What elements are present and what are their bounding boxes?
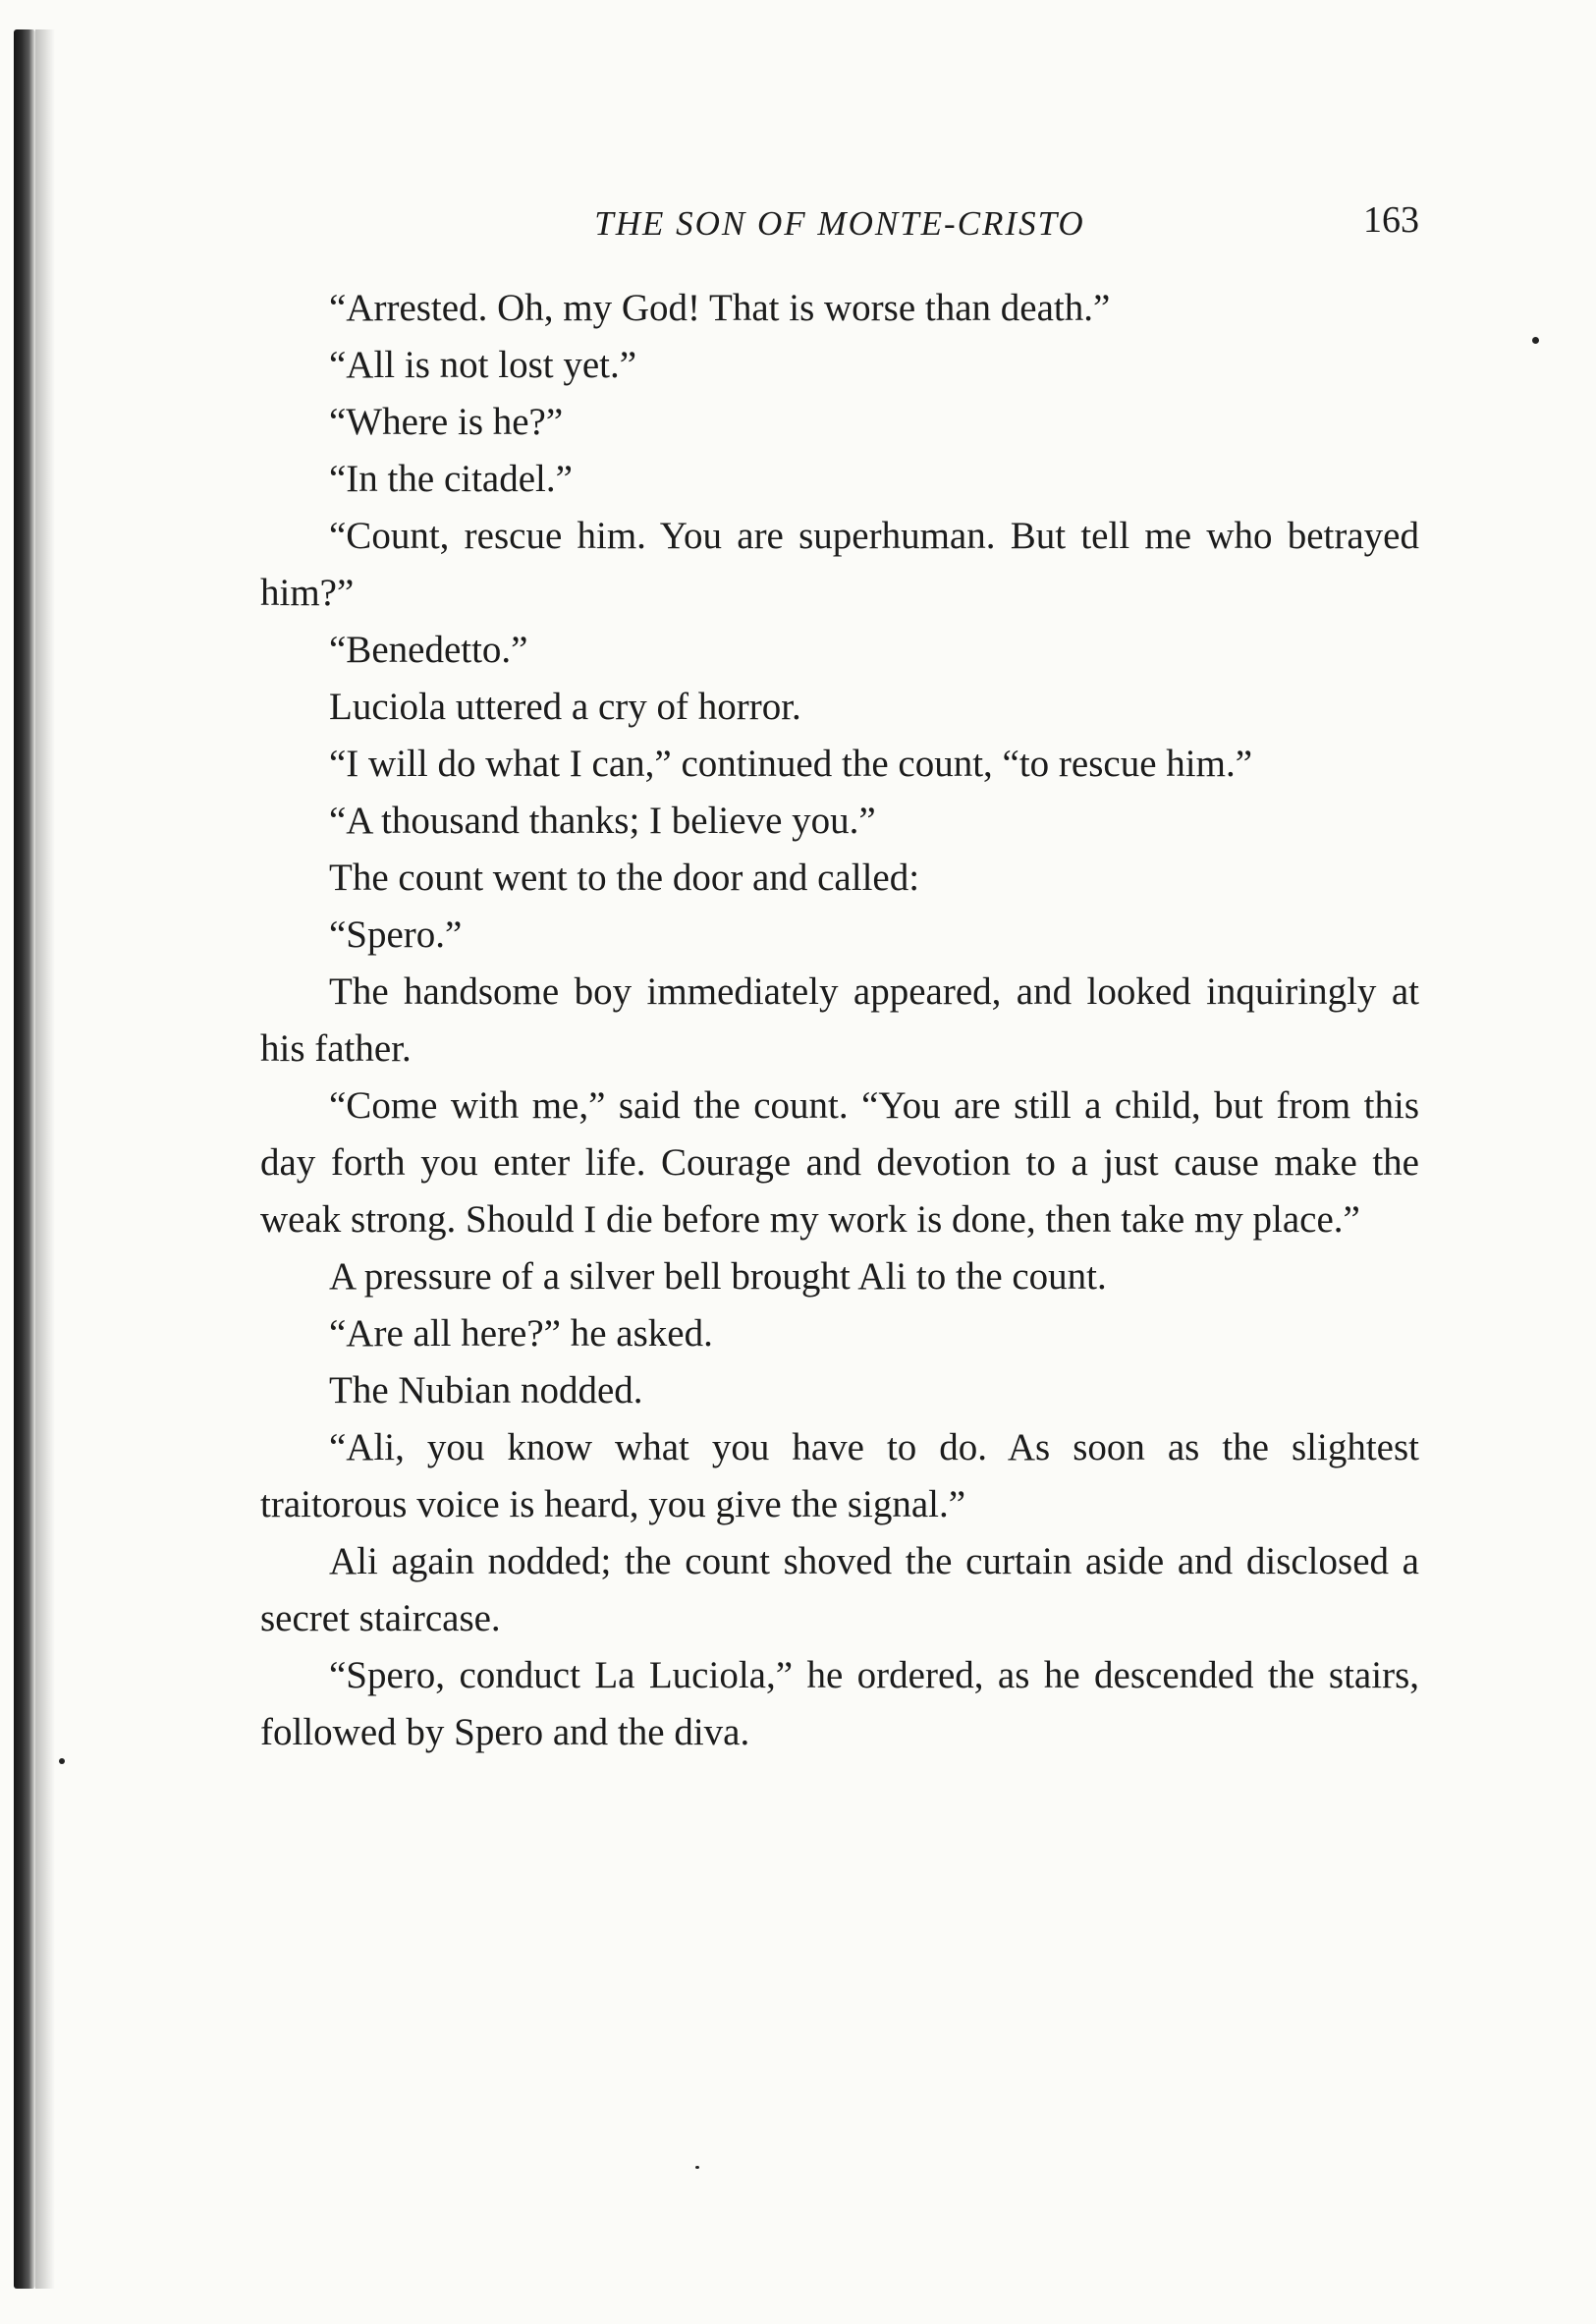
paragraph: The count went to the door and called: — [329, 857, 920, 899]
paragraph: Luciola uttered a cry of horror. — [329, 686, 801, 728]
paragraph: “Spero.” — [329, 913, 463, 956]
paragraph: The handsome boy immediately appeared, and looked inquiringly at his father. — [260, 970, 1419, 1070]
paragraph: “Are all here?” he asked. — [329, 1312, 713, 1355]
paragraph: “Count, rescue him. You are superhuman. But tell me who betrayed him?” — [260, 515, 1419, 614]
paragraph: “In the citadel.” — [329, 458, 573, 500]
paragraph: The Nubian nodded. — [329, 1369, 643, 1411]
paragraph: “A thousand thanks; I believe you.” — [329, 800, 876, 842]
paragraph: “I will do what I can,” continued the count, “to rescue him.” — [329, 743, 1252, 785]
ink-speck — [695, 2166, 699, 2169]
ink-speck — [1532, 337, 1539, 344]
binding-shadow — [35, 29, 55, 2289]
body-text — [260, 280, 1419, 1761]
page-binding-edge — [14, 29, 35, 2289]
paragraph: “All is not lost yet.” — [329, 344, 637, 386]
paragraph: “Spero, conduct La Luciola,” he ordered, as he descended the stairs, followed by Spero and the diva. — [260, 1654, 1419, 1753]
paragraph: “Where is he?” — [329, 401, 564, 443]
paragraph: A pressure of a silver bell brought Ali to the count. — [329, 1255, 1107, 1298]
running-title: THE SON OF MONTE-CRISTO — [594, 204, 1085, 243]
ink-speck — [59, 1758, 65, 1764]
page-header — [260, 196, 1419, 255]
paragraph: “Benedetto.” — [329, 629, 528, 671]
paragraph: Ali again nodded; the count shoved the curtain aside and disclosed a secret staircase. — [260, 1540, 1419, 1639]
paragraph: “Arrested. Oh, my God! That is worse than death.” — [329, 287, 1111, 329]
paragraph: “Come with me,” said the count. “You are still a child, but from this day forth you enter life. Courage and devotion to a just cause make the weak strong. Should I die before my work is done, then take my place.” — [260, 1084, 1419, 1241]
page-number: 163 — [1363, 199, 1419, 241]
paragraph: “Ali, you know what you have to do. As soon as the slightest traitorous voice is heard, you give the signal.” — [260, 1426, 1419, 1525]
